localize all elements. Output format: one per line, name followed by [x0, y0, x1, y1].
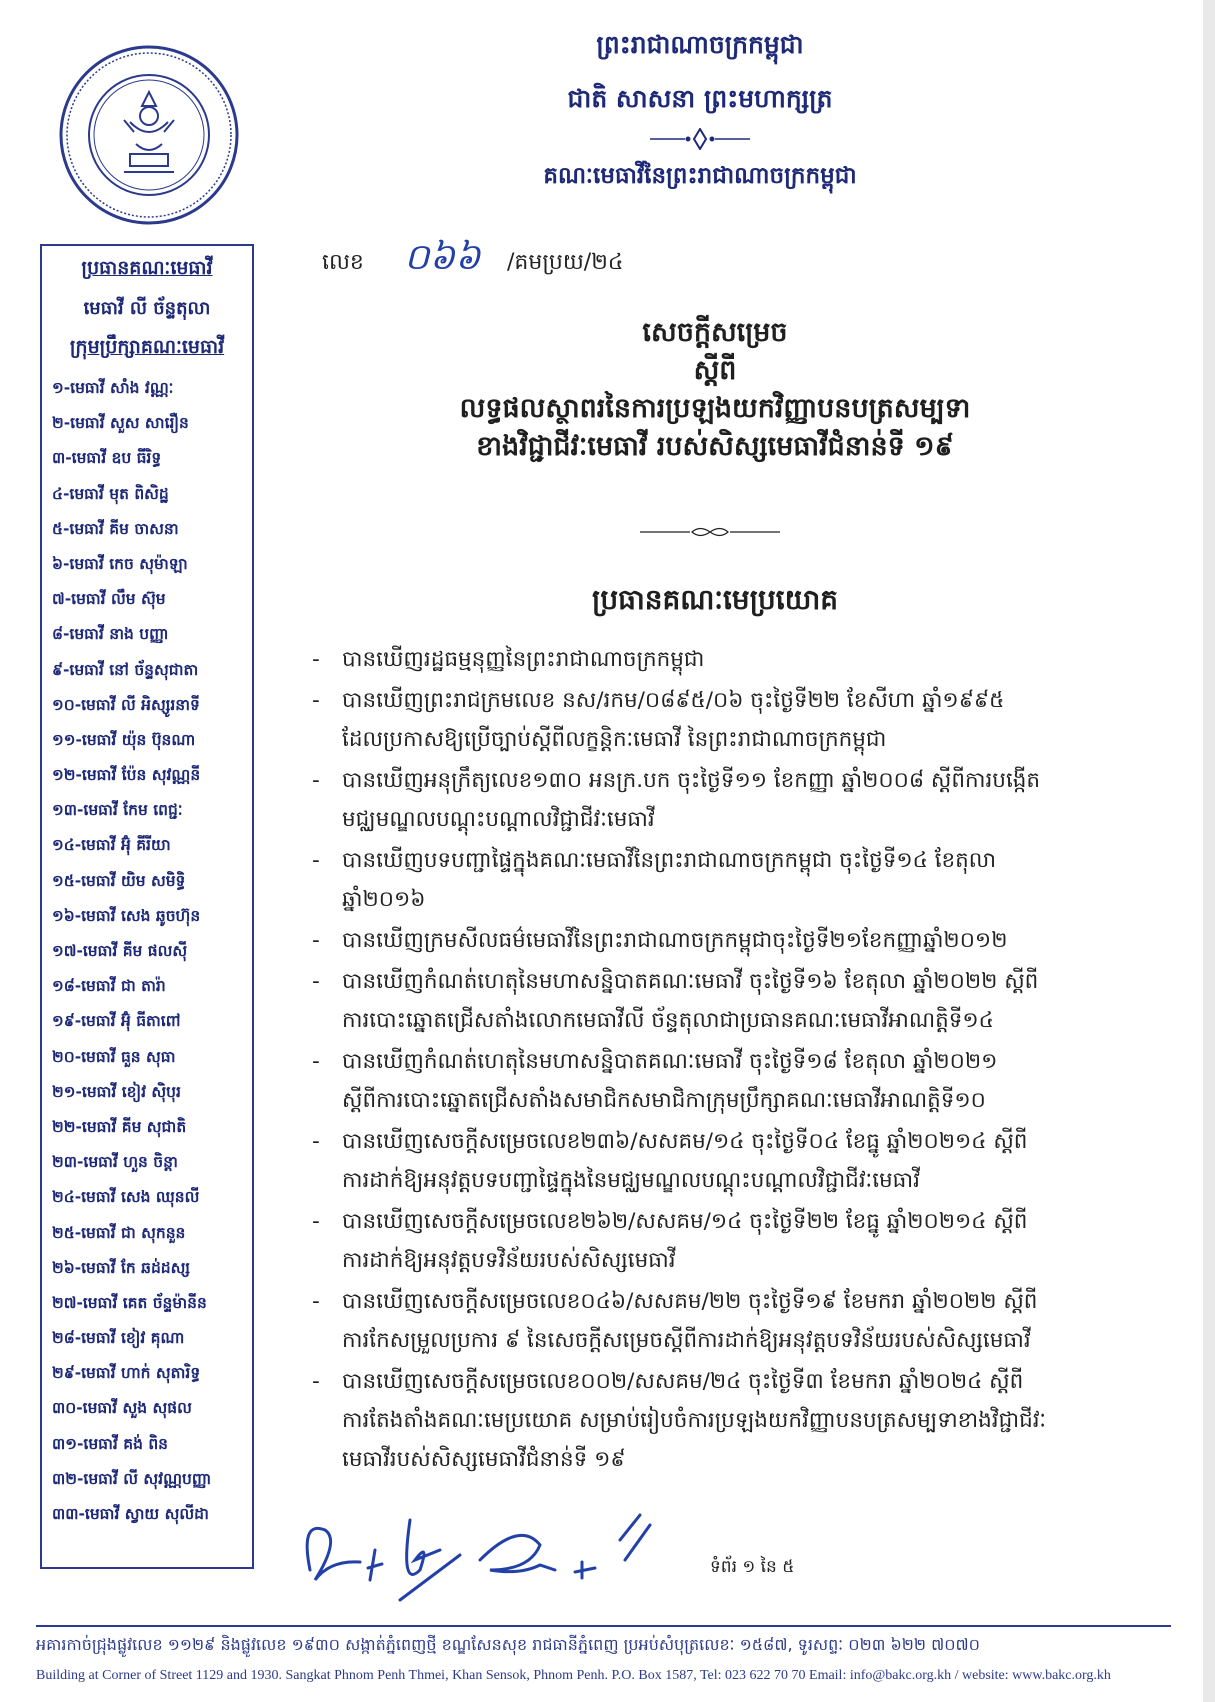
council-member: ៣២-មេធាវី លី សុវណ្ណបញ្ញា	[52, 1469, 212, 1488]
council-member: ៥-មេធាវី គីម ចាសនា	[52, 519, 179, 538]
clause-line: ការដាក់ឱ្យអនុវត្តបទបញ្ជាផ្ទៃក្នុងនៃមជ្ឈមណ្ឌលបណ្ដុះបណ្ដាលវិជ្ជាជីវៈមេធាវី	[342, 1168, 920, 1193]
kingdom-title: ព្រះរាជាណាចក្រកម្ពុជា	[596, 30, 804, 59]
clause-item	[312, 1042, 1117, 1120]
clause-line: - បានឃើញសេចក្ដីសម្រេចលេខ២៦២/សសគម/១៤ ចុះថ្ងៃទី២២ ខែធ្នូ ឆ្នាំ២០២១៤ ស្ដីពី	[342, 1209, 1028, 1234]
council-member: ១១-មេធាវី យ៉ុន ប៊ុនណា	[52, 730, 196, 749]
clause-line: - បានឃើញបទបញ្ជាផ្ទៃក្នុងគណៈមេធាវីនៃព្រះរាជាណាចក្រកម្ពុជា ចុះថ្ងៃទី១៤ ខែតុលា	[342, 848, 997, 873]
clause-line: - បានឃើញក្រមសីលធម៌មេធាវីនៃព្រះរាជាណាចក្រកម្ពុជាចុះថ្ងៃទី២១ខែកញ្ញាឆ្នាំ២០១២	[342, 928, 1008, 953]
council-sidebar	[40, 244, 254, 1569]
clause-line: - បានឃើញសេចក្ដីសម្រេចលេខ០៤៦/សសគម/២២ ចុះថ្ងៃទី១៩ ខែមករា ឆ្នាំ២០២២ ស្ដីពី	[342, 1289, 1038, 1314]
footer-address-khmer: អគារកាច់ជ្រុងផ្លូវលេខ ១១២៩ និងផ្លូវលេខ ១៩៣០ សង្កាត់ភ្នំពេញថ្មី ខណ្ឌសែនសុខ រាជធានីភ្នំពេញ ប្រអប់សំបុត្រលេខៈ ១៥៨៧, ទូរសព្ទៈ ០២៣ ៦២២ ៧០៧០	[36, 1635, 981, 1654]
bar-association-name: គណៈមេធាវីនៃព្រះរាជាណាចក្រកម្ពុជា	[543, 162, 857, 189]
bar-association-seal-icon	[58, 44, 240, 226]
clause-line: ការកែសម្រួលប្រការ ៩ នៃសេចក្ដីសម្រេចស្ដីពីការដាក់ឱ្យអនុវត្តបទវិន័យរបស់សិស្សមេធាវី	[342, 1328, 1031, 1353]
council-heading: ក្រុមប្រឹក្សាគណៈមេធាវី	[69, 336, 225, 358]
council-member: ២៦-មេធាវី កែ ឆដ់ដស្ស	[52, 1258, 191, 1277]
council-member: ២០-មេធាវី ធួន សុធា	[52, 1047, 176, 1066]
national-motto: ជាតិ សាសនា ព្រះមហាក្សត្រ	[567, 84, 833, 113]
clause-item	[312, 1362, 1117, 1479]
decision-title	[330, 314, 1100, 466]
council-member: ១២-មេធាវី ប៉ែន សុវណ្ណនី	[52, 766, 201, 785]
signature-initials	[290, 1500, 710, 1610]
footer-divider	[36, 1625, 1171, 1627]
whereas-clause-list	[312, 640, 1117, 1481]
council-member: ២៤-មេធាវី សេង ឈុនលី	[52, 1188, 200, 1207]
council-member: ៣១-មេធាវី គង់ ពិន	[52, 1434, 168, 1453]
clause-item	[312, 962, 1117, 1040]
council-member: ១៧-មេធាវី គីម ផលស៊ី	[52, 942, 188, 960]
clause-line: - បានឃើញសេចក្ដីសម្រេចលេខ២៣៦/សសគម/១៤ ចុះថ្ងៃទី០៤ ខែធ្នូ ឆ្នាំ២០២១៤ ស្ដីពី	[342, 1129, 1028, 1154]
president-name: មេធាវី លី ច័ន្ទតុលា	[83, 298, 211, 319]
council-member: ៦-មេធាវី កេច សុម៉ាឡា	[52, 554, 188, 573]
council-member-list	[52, 371, 242, 1532]
council-member: ១៦-មេធាវី សេង ឆូចហ៊ុន	[52, 906, 201, 925]
clause-line: ស្ដីពីការបោះឆ្នោតជ្រើសតាំងសមាជិកសមាជិកាក្រុមប្រឹក្សាគណៈមេធាវីអាណត្តិទី១០	[342, 1088, 986, 1113]
clause-line: ការដាក់ឱ្យអនុវត្តបទវិន័យរបស់សិស្សមេធាវី	[342, 1248, 676, 1273]
handwritten-reference-number: ០៦៦	[404, 237, 481, 278]
clause-line: - បានឃើញកំណត់ហេតុនៃមហាសន្និបាតគណៈមេធាវី ចុះថ្ងៃទី១៦ ខែតុលា ឆ្នាំ២០២២ ស្ដីពី	[342, 969, 1039, 994]
clause-line: ការតែងតាំងគណៈមេប្រយោគ សម្រាប់រៀបចំការប្រឡងយកវិញ្ញាបនបត្រសម្បទាខាងវិជ្ជាជីវៈ	[342, 1408, 1047, 1433]
reference-prefix: លេខ	[322, 250, 364, 275]
document-header	[500, 22, 900, 195]
clause-item	[312, 841, 1117, 919]
council-member: ២១-មេធាវី ខៀវ ស៊ិបុរ	[52, 1082, 181, 1101]
clause-line: ដែលប្រកាសឱ្យប្រើច្បាប់ស្ដីពីលក្ខន្តិកៈមេធាវី នៃព្រះរាជាណាចក្រកម្ពុជា	[342, 727, 887, 752]
clause-item	[312, 1122, 1117, 1200]
clause-item	[312, 1282, 1117, 1360]
title-line: លទ្ធផលស្ថាពរនៃការប្រឡងយកវិញ្ញាបនបត្រសម្បទា	[459, 393, 971, 424]
council-member: ១០-មេធាវី លី អិស្សូរនាទី	[52, 695, 200, 714]
clause-line: ការបោះឆ្នោតជ្រើសតាំងលោកមេធាវីលី ច័ន្ទតុលាជាប្រធានគណៈមេធាវីអាណត្តិទី១៤	[342, 1008, 994, 1033]
council-member: ៧-មេធាវី លឹម ស៊ុម	[52, 590, 166, 609]
council-member: ២៧-មេធាវី គេត ច័ន្ទម៉ានីន	[52, 1293, 207, 1312]
page-number: ទំព័រ ១ នៃ ៥	[710, 1557, 795, 1577]
ornament-divider-icon	[500, 128, 900, 150]
council-member: ២៣-មេធាវី ហួន ចិន្តា	[52, 1153, 178, 1172]
council-member: ២៨-មេធាវី ខៀវ គុណា	[52, 1329, 185, 1348]
council-member: ២៩-មេធាវី ហាក់ សុតារិទ្ធ	[52, 1364, 201, 1383]
council-member: ៣-មេធាវី ឧប ធីរិទ្ធ	[52, 449, 162, 468]
council-member: ៩-មេធាវី នៅ ច័ន្ទសុជាតា	[52, 660, 199, 679]
council-member: ២២-មេធាវី គីម សុជាតិ	[52, 1117, 187, 1136]
council-member: ១-មេធាវី សាំង វណ្ណៈ	[52, 379, 174, 397]
council-member: ៤-មេធាវី មុត ពិសិដ្ឋ	[52, 484, 169, 503]
president-heading: ប្រធានគណៈមេធាវី	[81, 257, 213, 279]
council-member: ១៣-មេធាវី កែម ពេជ្ជៈ	[52, 801, 183, 820]
reference-number	[322, 237, 624, 280]
clause-line: ឆ្នាំ២០១៦	[342, 887, 426, 912]
council-member: ១៥-មេធាវី យិម សមិទ្ធិ	[52, 871, 186, 890]
title-divider-icon	[640, 525, 780, 539]
council-member: ១៩-មេធាវី អ៊ុំ ធីតាពៅ	[52, 1012, 181, 1031]
clause-item	[312, 921, 1117, 960]
scan-edge	[1203, 0, 1215, 1702]
council-member: ៣៣-មេធាវី ស្វាយ សុលីដា	[52, 1505, 209, 1523]
council-member: ៨-មេធាវី នាង បញ្ញា	[52, 625, 169, 644]
council-member: ៣០-មេធាវី សួង សុផល	[52, 1399, 192, 1418]
clause-item	[312, 1202, 1117, 1280]
clause-line: - បានឃើញអនុក្រឹត្យលេខ១៣០ អនក្រ.បក ចុះថ្ងៃទី១១ ខែកញ្ញា ឆ្នាំ២០០៨ ស្ដីពីការបង្កើត	[342, 768, 1041, 793]
reference-suffix: /គមប្រយ/២៤	[507, 250, 624, 275]
chairman-heading: ប្រធានគណៈមេប្រយោគ	[591, 583, 839, 616]
council-member: ១៨-មេធាវី ជា តារ៉ា	[52, 977, 166, 996]
council-member: ២-មេធាវី សួស សារឿន	[52, 414, 189, 433]
clause-line: មជ្ឈមណ្ឌលបណ្ដុះបណ្ដាលវិជ្ជាជីវៈមេធាវី	[342, 807, 655, 832]
title-line: សេចក្ដីសម្រេច	[642, 317, 788, 348]
clause-line: - បានឃើញកំណត់ហេតុនៃមហាសន្និបាតគណៈមេធាវី ចុះថ្ងៃទី១៨ ខែតុលា ឆ្នាំ២០២១	[342, 1049, 998, 1074]
council-member: ១៤-មេធាវី អ៊ុំ គីរីយា	[52, 836, 171, 855]
clause-item	[312, 681, 1117, 759]
council-member: ២៥-មេធាវី ជា សុកនួន	[52, 1223, 186, 1242]
clause-item	[312, 640, 1117, 679]
clause-line: - បានឃើញព្រះរាជក្រមលេខ នស/រកម/០៨៩៥/០៦ ចុះថ្ងៃទី២២ ខែសីហា ឆ្នាំ១៩៩៥	[342, 688, 1005, 713]
clause-line: មេធាវីរបស់សិស្សមេធាវីជំនាន់ទី ១៩	[342, 1447, 626, 1472]
title-line: ស្ដីពី	[693, 355, 737, 386]
clause-line: - បានឃើញរដ្ឋធម្មនុញ្ញនៃព្រះរាជាណាចក្រកម្ពុជា	[342, 647, 705, 672]
title-line: ខាងវិជ្ជាជីវៈមេធាវី របស់សិស្សមេធាវីជំនាន់ទី ១៩	[476, 431, 954, 462]
footer-address-english: Building at Corner of Street 1129 and 1930. Sangkat Phnom Penh Thmei, Khan Sensok, Phnom Penh. P.O. Box 1587, Tel: 023 622 70 70 Email: info@bakc.org.kh / website: www.bakc.org.kh	[36, 1668, 1111, 1683]
clause-line: - បានឃើញសេចក្ដីសម្រេចលេខ០០២/សសគម/២៤ ចុះថ្ងៃទី៣ ខែមករា ឆ្នាំ២០២៤ ស្ដីពី	[342, 1369, 1024, 1394]
clause-item	[312, 761, 1117, 839]
